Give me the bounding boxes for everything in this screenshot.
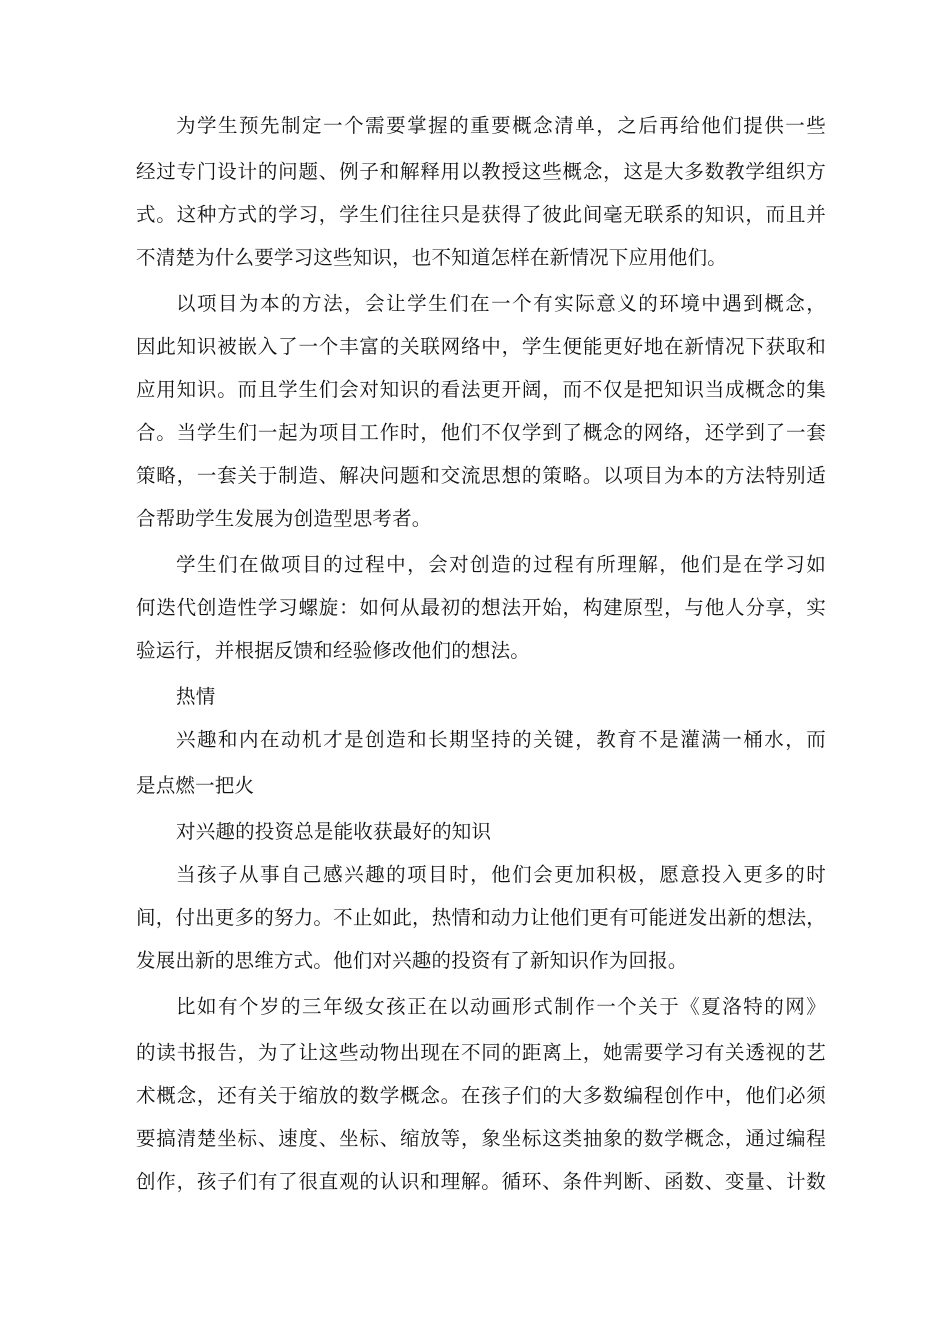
text-line: 为学生预先制定一个需要掌握的重要概念清单，之后再给他们提供一些 — [176, 114, 826, 137]
text-line: 兴趣和内在动机才是创造和长期坚持的关键，教育不是灌满一桶水，而 — [176, 728, 826, 751]
text-line: 不清楚为什么要学习这些知识，也不知道怎样在新情况下应用他们。 — [136, 246, 728, 269]
section-heading: 热情 — [176, 685, 216, 708]
text-line: 式。这种方式的学习，学生们往往只是获得了彼此间毫无联系的知识，而且并 — [136, 203, 826, 226]
text-line: 经过专门设计的问题、例子和解释用以教授这些概念，这是大多数教学组织方 — [136, 160, 826, 183]
text-line: 发展出新的思维方式。他们对兴趣的投资有了新知识作为回报。 — [136, 949, 688, 972]
text-line: 合帮助学生发展为创造型思考者。 — [136, 507, 432, 530]
text-line: 的读书报告，为了让这些动物出现在不同的距离上，她需要学习有关透视的艺 — [136, 1041, 826, 1064]
text-line: 间，付出更多的努力。不止如此，热情和动力让他们更有可能迸发出新的想法， — [136, 906, 826, 929]
text-line: 学生们在做项目的过程中，会对创造的过程有所理解，他们是在学习如 — [176, 553, 826, 576]
text-line: 是点燃一把火 — [136, 774, 255, 797]
text-line: 合。当学生们一起为项目工作时，他们不仅学到了概念的网络，还学到了一套 — [136, 421, 826, 444]
text-line: 应用知识。而且学生们会对知识的看法更开阔，而不仅是把知识当成概念的集 — [136, 378, 826, 401]
text-line: 验运行，并根据反馈和经验修改他们的想法。 — [136, 639, 531, 662]
text-line: 比如有个岁的三年级女孩正在以动画形式制作一个关于《夏洛特的网》 — [176, 995, 826, 1018]
text-line: 以项目为本的方法，会让学生们在一个有实际意义的环境中遇到概念， — [176, 292, 826, 315]
text-line: 术概念，还有关于缩放的数学概念。在孩子们的大多数编程创作中，他们必须 — [136, 1084, 826, 1107]
text-line: 创作，孩子们有了很直观的认识和理解。循环、条件判断、函数、变量、计数 — [136, 1170, 826, 1193]
text-line: 策略，一套关于制造、解决问题和交流思想的策略。以项目为本的方法特别适 — [136, 464, 826, 487]
text-line: 何迭代创造性学习螺旋：如何从最初的想法开始，构建原型，与他人分享，实 — [136, 596, 826, 619]
subheading: 对兴趣的投资总是能收获最好的知识 — [176, 820, 492, 843]
text-line: 当孩子从事自己感兴趣的项目时，他们会更加积极，愿意投入更多的时 — [176, 863, 826, 886]
text-line: 因此知识被嵌入了一个丰富的关联网络中，学生便能更好地在新情况下获取和 — [136, 335, 826, 358]
text-line: 要搞清楚坐标、速度、坐标、缩放等，象坐标这类抽象的数学概念，通过编程 — [136, 1127, 826, 1150]
